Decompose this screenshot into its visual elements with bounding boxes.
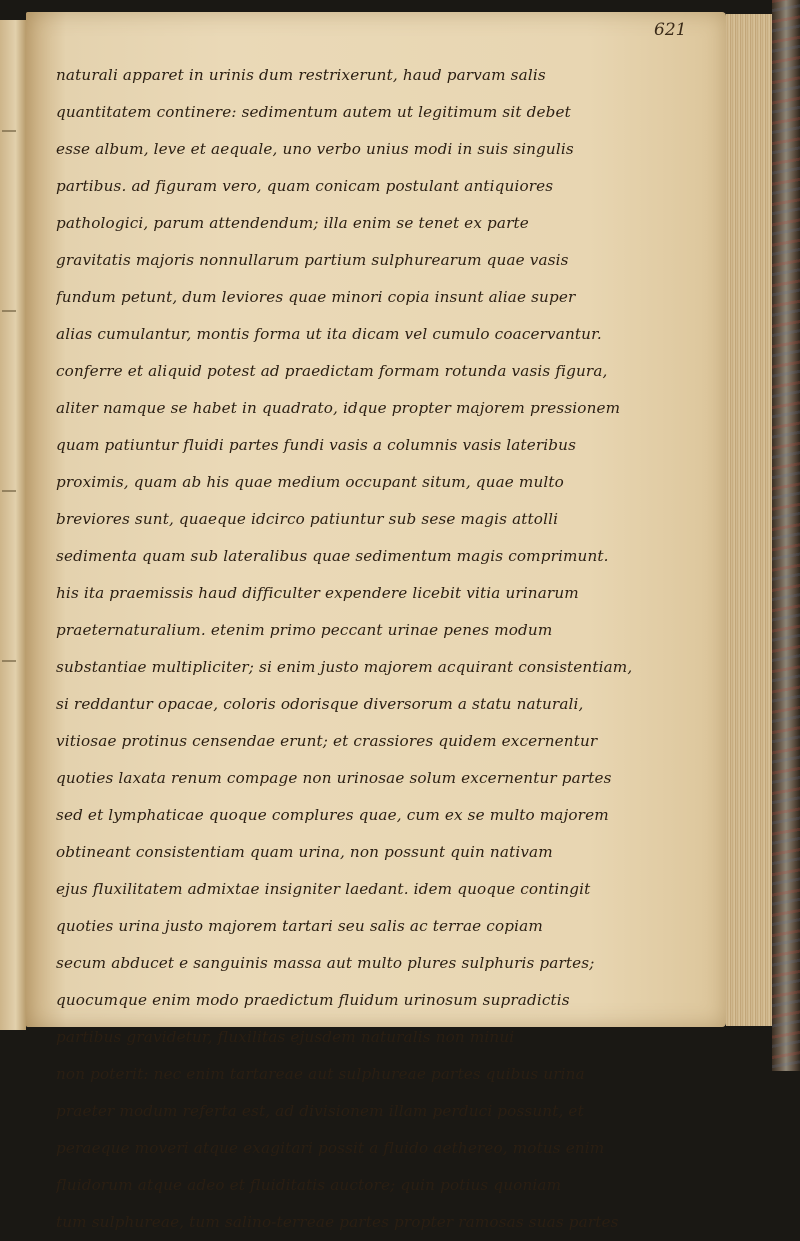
text-line: proximis, quam ab his quae medium occupant situm, quae multo — [56, 473, 564, 491]
text-line: vitiosae protinus censendae erunt; et crassiores quidem excernentur — [56, 732, 598, 750]
text-line: praeter modum referta est, ad divisionem illam perduci possunt, et — [56, 1102, 584, 1120]
text-line: quam patiuntur fluidi partes fundi vasis a columnis vasis lateribus — [56, 436, 577, 454]
text-line: non poterit: nec enim tartareae aut sulphureae partes quibus urina — [56, 1065, 585, 1083]
text-line: esse album, leve et aequale, uno verbo unius modi in suis singulis — [56, 140, 574, 158]
text-line: alias cumulantur, montis forma ut ita dicam vel cumulo coacervantur. — [56, 325, 602, 343]
text-line: his ita praemissis haud difficulter expendere licebit vitia urinarum — [56, 584, 579, 602]
text-line: quoties urina justo majorem tartari seu salis ac terrae copiam — [56, 917, 543, 935]
text-line: partibus. ad figuram vero, quam conicam postulant antiquiores — [56, 177, 554, 195]
text-line: naturali apparet in urinis dum restrixerunt, haud parvam salis — [56, 66, 546, 84]
text-line: aliter namque se habet in quadrato, idque propter majorem pressionem — [56, 399, 621, 417]
text-line: tum sulphureae, tum salino-terreae partes propter ramosas suas partes — [56, 1213, 619, 1231]
text-line: sedimenta quam sub lateralibus quae sedimentum magis comprimunt. — [56, 547, 609, 565]
text-line: quoties laxata renum compage non urinosae solum excernentur partes — [56, 769, 612, 787]
text-line: quantitatem continere: sedimentum autem ut legitimum sit debet — [56, 103, 571, 121]
text-line: quocumque enim modo praedictum fluidum urinosum supradictis — [56, 991, 570, 1009]
text-line: partibus gravidetur, fluxilitas ejusdem naturalis non minui — [56, 1028, 515, 1046]
text-line: sed et lymphaticae quoque complures quae, cum ex se multo majorem — [56, 806, 609, 824]
page-fore-edge — [726, 14, 772, 1026]
text-line: conferre et aliquid potest ad praedictam formam rotunda vasis figura, — [56, 362, 608, 380]
text-line: peraeque moveri atque exagitari possit a fluido aethereo, motus enim — [56, 1139, 605, 1157]
text-line: obtineant consistentiam quam urina, non possunt quin nativam — [56, 843, 553, 861]
page-number: 621 — [654, 20, 687, 40]
book-binding — [772, 0, 800, 1071]
text-line: ejus fluxilitatem admixtae insigniter laedant. idem quoque contingit — [56, 880, 591, 898]
manuscript-text — [56, 57, 711, 1241]
text-line: pathologici, parum attendendum; illa enim se tenet ex parte — [56, 214, 529, 232]
text-line: fundum petunt, dum leviores quae minori copia insunt aliae super — [56, 288, 576, 306]
text-line: gravitatis majoris nonnullarum partium sulphurearum quae vasis — [56, 251, 569, 269]
facing-page-edge — [0, 20, 26, 1030]
text-line: fluidorum atque adeo et fluiditatis auctore; quin potius quoniam — [56, 1176, 562, 1194]
text-line: praeternaturalium. etenim primo peccant urinae penes modum — [56, 621, 553, 639]
text-line: secum abducet e sanguinis massa aut multo plures sulphuris partes; — [56, 954, 595, 972]
text-line: substantiae multipliciter; si enim justo majorem acquirant consistentiam, — [56, 658, 633, 676]
text-line: si reddantur opacae, coloris odorisque diversorum a statu naturali, — [56, 695, 584, 713]
text-line: breviores sunt, quaeque idcirco patiuntur sub sese magis attolli — [56, 510, 559, 528]
